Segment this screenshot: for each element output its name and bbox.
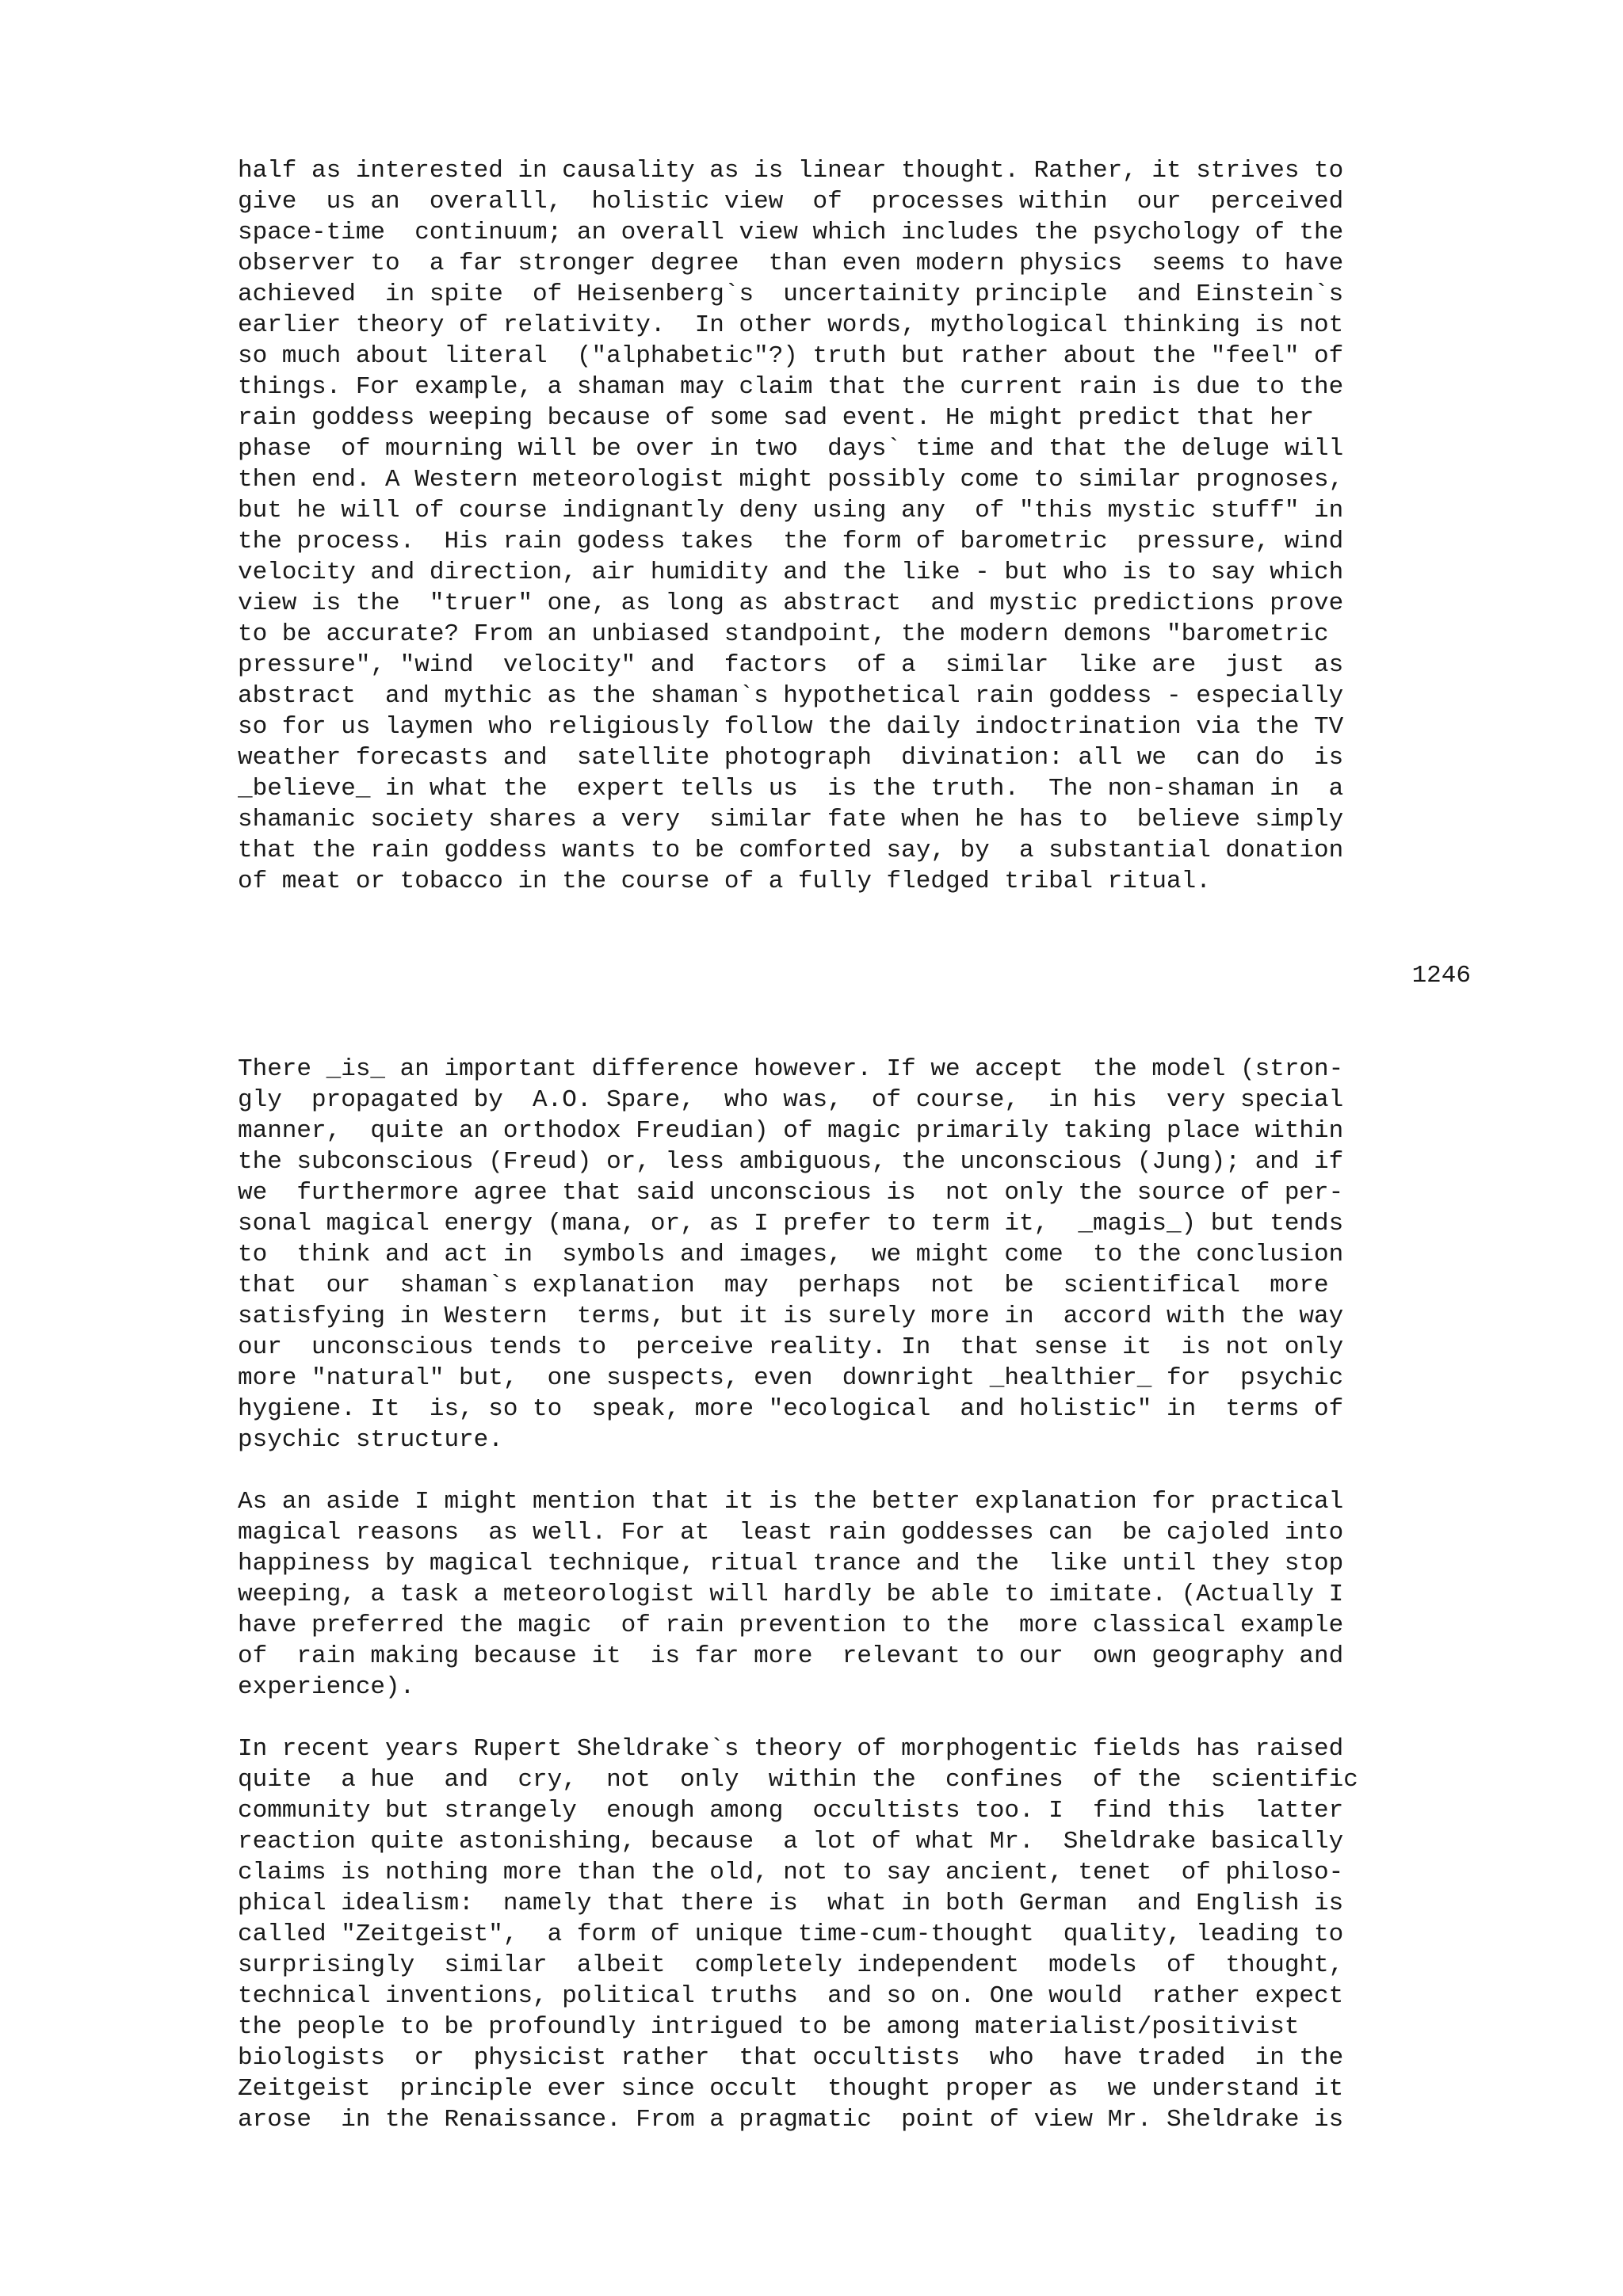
text-line: weather forecasts and satellite photograph divination: all we can do is	[238, 744, 1344, 772]
text-line: phase of mourning will be over in two days` time and that the deluge will	[238, 435, 1344, 463]
text-line: of meat or tobacco in the course of a fully fledged tribal ritual.	[238, 868, 1211, 895]
paragraph-3	[238, 1486, 1474, 1703]
text-line: community but strangely enough among occultists too. I find this latter	[238, 1797, 1344, 1825]
text-line: pressure", "wind velocity" and factors of a similar like are just as	[238, 651, 1344, 679]
text-line: hygiene. It is, so to speak, more "ecological and holistic" in terms of	[238, 1395, 1344, 1423]
text-line: so for us laymen who religiously follow the daily indoctrination via the TV	[238, 713, 1344, 741]
text-line: of rain making because it is far more relevant to our own geography and	[238, 1642, 1344, 1670]
text-line: things. For example, a shaman may claim that the current rain is due to the	[238, 373, 1344, 401]
text-line: view is the "truer" one, as long as abstract and mystic predictions prove	[238, 589, 1344, 617]
text-line: to be accurate? From an unbiased standpoint, the modern demons "barometric	[238, 620, 1329, 648]
text-line: _believe_ in what the expert tells us is the truth. The non-shaman in a	[238, 775, 1344, 803]
text-line: biologists or physicist rather that occultists who have traded in the	[238, 2044, 1344, 2072]
text-line: but he will of course indignantly deny using any of "this mystic stuff" in	[238, 497, 1344, 524]
page-number: 1246	[1411, 962, 1471, 990]
text-line: psychic structure.	[238, 1426, 503, 1454]
text-line: manner, quite an orthodox Freudian) of magic primarily taking place within	[238, 1117, 1344, 1145]
text-line: the people to be profoundly intrigued to be among materialist/positivist	[238, 2013, 1300, 2041]
text-line: our unconscious tends to perceive reality. In that sense it is not only	[238, 1333, 1344, 1361]
paragraph-2	[238, 1054, 1474, 1455]
text-line: Zeitgeist principle ever since occult thought proper as we understand it	[238, 2075, 1344, 2103]
text-line: earlier theory of relativity. In other words, mythological thinking is not	[238, 311, 1344, 339]
paragraph-4	[238, 1733, 1474, 2135]
text-line: sonal magical energy (mana, or, as I prefer to term it, _magis_) but tends	[238, 1210, 1344, 1238]
text-line: achieved in spite of Heisenberg`s uncertainity principle and Einstein`s	[238, 280, 1344, 308]
text-line: half as interested in causality as is linear thought. Rather, it strives to	[238, 157, 1344, 185]
text-line: velocity and direction, air humidity and the like - but who is to say which	[238, 559, 1344, 586]
text-line: reaction quite astonishing, because a lot of what Mr. Sheldrake basically	[238, 1828, 1344, 1855]
text-line: to think and act in symbols and images, we might come to the conclusion	[238, 1241, 1344, 1268]
text-line: the process. His rain godess takes the form of barometric pressure, wind	[238, 528, 1344, 555]
text-line: shamanic society shares a very similar fate when he has to believe simply	[238, 806, 1344, 833]
text-line: so much about literal ("alphabetic"?) truth but rather about the "feel" of	[238, 342, 1344, 370]
text-line: In recent years Rupert Sheldrake`s theory of morphogentic fields has raised	[238, 1735, 1344, 1763]
text-line: space-time continuum; an overall view which includes the psychology of the	[238, 219, 1344, 246]
text-line: magical reasons as well. For at least rain goddesses can be cajoled into	[238, 1519, 1344, 1547]
text-line: rain goddess weeping because of some sad event. He might predict that her	[238, 404, 1315, 432]
text-line: gly propagated by A.O. Spare, who was, of course, in his very special	[238, 1086, 1344, 1114]
text-line: claims is nothing more than the old, not to say ancient, tenet of philoso-	[238, 1859, 1344, 1886]
text-line: called "Zeitgeist", a form of unique time-cum-thought quality, leading to	[238, 1920, 1344, 1948]
text-line: phical idealism: namely that there is what in both German and English is	[238, 1890, 1344, 1917]
text-line: There _is_ an important difference however. If we accept the model (stron-	[238, 1055, 1344, 1083]
text-line: more "natural" but, one suspects, even downright _healthier_ for psychic	[238, 1364, 1344, 1392]
text-line: abstract and mythic as the shaman`s hypothetical rain goddess - especially	[238, 682, 1344, 710]
text-line: arose in the Renaissance. From a pragmatic point of view Mr. Sheldrake is	[238, 2106, 1344, 2134]
text-line: satisfying in Western terms, but it is surely more in accord with the way	[238, 1302, 1344, 1330]
text-line: weeping, a task a meteorologist will hardly be able to imitate. (Actually I	[238, 1581, 1344, 1608]
text-line: the subconscious (Freud) or, less ambiguous, the unconscious (Jung); and if	[238, 1148, 1344, 1176]
text-line: happiness by magical technique, ritual trance and the like until they stop	[238, 1550, 1344, 1577]
paragraph-1	[238, 155, 1474, 897]
text-line: quite a hue and cry, not only within the confines of the scientific	[238, 1766, 1358, 1794]
text-line: As an aside I might mention that it is the better explanation for practical	[238, 1488, 1344, 1516]
text-line: that our shaman`s explanation may perhaps not be scientifical more	[238, 1272, 1329, 1299]
text-line: that the rain goddess wants to be comforted say, by a substantial donation	[238, 837, 1344, 864]
text-line: surprisingly similar albeit completely independent models of thought,	[238, 1951, 1344, 1979]
text-line: observer to a far stronger degree than even modern physics seems to have	[238, 250, 1344, 277]
text-line: technical inventions, political truths and so on. One would rather expect	[238, 1982, 1344, 2010]
text-line: experience).	[238, 1673, 415, 1701]
text-line: we furthermore agree that said unconscious is not only the source of per-	[238, 1179, 1344, 1207]
text-line: then end. A Western meteorologist might possibly come to similar prognoses,	[238, 466, 1344, 494]
text-line: give us an overalll, holistic view of processes within our perceived	[238, 188, 1344, 215]
text-line: have preferred the magic of rain prevention to the more classical example	[238, 1611, 1344, 1639]
